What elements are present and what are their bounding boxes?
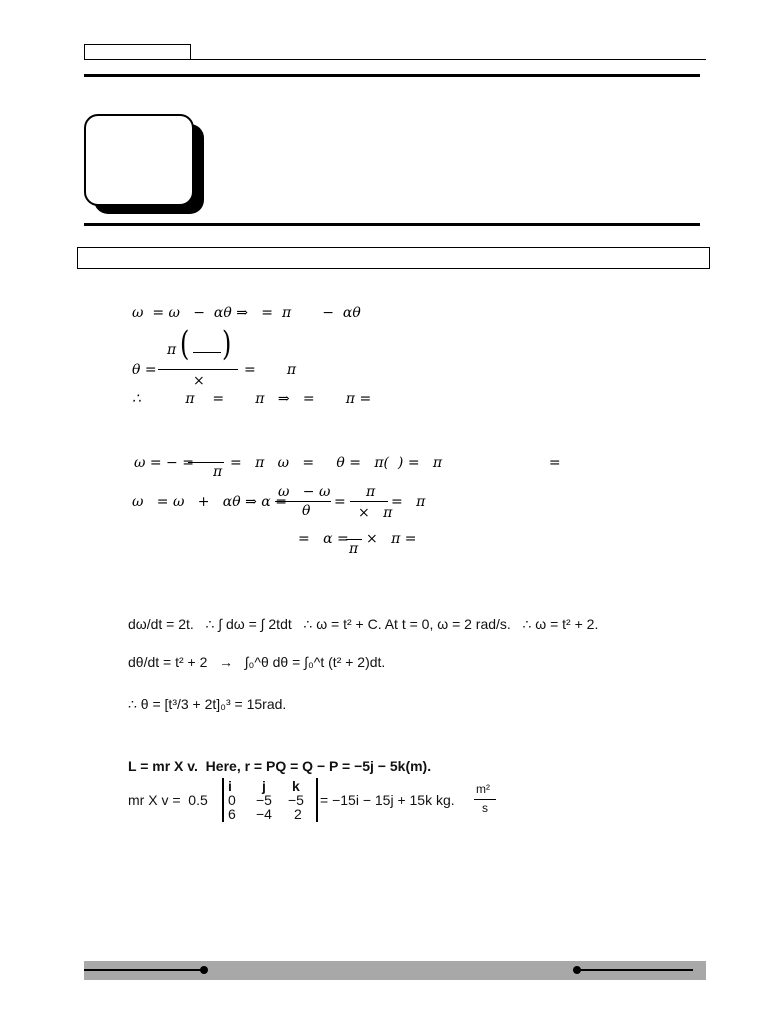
solution-3-line-1: dω/dt = 2t. ∴ ∫ dω = ∫ 2tdt ∴ ω = t² + C. At t = 0, ω = 2 rad/s. ∴ ω = t² + 2.	[128, 616, 599, 632]
solution-3-line-3: ∴ θ = [t³/3 + 2t]₀³ = 15rad.	[128, 696, 287, 712]
solution-4-line-2-rhs: = −15i − 15j + 15k kg.	[320, 792, 455, 808]
equation-1-right-paren: )	[222, 324, 232, 364]
matrix-cell: 6	[228, 806, 236, 822]
equation-2-line-1-lhs: ω = − =	[134, 455, 194, 471]
equation-2-line-1-fraction-bar	[188, 462, 224, 463]
solution-4-line-1: L = mr X v. Here, r = PQ = Q − P = −5j − 5k(m).	[128, 758, 432, 774]
matrix-cell: 2	[294, 806, 302, 822]
equation-2-line-3-rhs: × π =	[366, 531, 417, 547]
header-rule	[190, 59, 706, 60]
equation-2-line-2-den2: × π	[358, 505, 393, 521]
equation-2-line-2-mid: =	[334, 494, 346, 510]
solution-4-unit-fraction-bar	[474, 799, 496, 800]
matrix-cell: i	[228, 778, 232, 794]
matrix-cell: −4	[256, 806, 272, 822]
equation-1-denominator: ×	[193, 373, 205, 389]
chapter-rule	[84, 223, 700, 226]
solution-4-unit-den: s	[482, 801, 488, 815]
equation-2-line-3-den: π	[349, 541, 359, 557]
matrix-cell: −5	[256, 792, 272, 808]
top-rule	[84, 74, 700, 77]
equation-1-inner-fraction-bar	[193, 352, 221, 353]
equation-2-line-1-den: π	[213, 464, 223, 480]
matrix-cell: k	[292, 778, 300, 794]
matrix-cell: −5	[288, 792, 304, 808]
equation-1-left-paren: (	[180, 324, 190, 364]
equation-2-line-2-den: θ	[302, 503, 311, 519]
equation-2-line-2-fraction-bar	[275, 501, 331, 502]
equation-1-numerator: π	[167, 342, 177, 358]
matrix-cell: j	[262, 778, 266, 794]
cross-product-matrix	[222, 778, 318, 822]
matrix-cell: 0	[228, 792, 236, 808]
footer-left-dot	[200, 966, 208, 974]
footer-right-line	[577, 969, 693, 971]
equation-1-line-2-rhs: = π	[244, 362, 297, 378]
equation-2-line-2-lhs: ω = ω + αθ ⇒ α =	[132, 494, 287, 510]
equation-2-line-2-rhs: = π	[391, 494, 426, 510]
equation-2-line-2-num: ω − ω	[278, 484, 331, 500]
equation-2-line-2-num2: π	[366, 484, 376, 500]
equation-2-line-1-rhs: = π ω = θ = π( ) = π =	[230, 455, 561, 471]
header-label-box	[84, 44, 191, 60]
equation-2-line-3-fraction-bar	[346, 539, 362, 540]
solution-4-unit-num: m²	[476, 782, 490, 796]
section-title-bar	[77, 247, 710, 269]
equation-1-fraction-bar	[158, 369, 238, 370]
solution-4-line-2-lhs: mr X v = 0.5	[128, 792, 208, 808]
equation-2-line-2-fraction-bar-2	[350, 501, 388, 502]
footer-left-line	[84, 969, 204, 971]
equation-1-line-2-lhs: θ =	[132, 362, 157, 378]
equation-1-line-1: ω = ω − αθ ⇒ = π − αθ	[132, 305, 361, 321]
solution-3-line-2: dθ/dt = t² + 2 → ∫₀^θ dθ = ∫₀^t (t² + 2)dt.	[128, 654, 386, 670]
equation-2-line-3-lhs: = α =	[298, 531, 349, 547]
equation-1-line-3: ∴ π = π ⇒ = π =	[132, 391, 372, 407]
chapter-box	[84, 114, 194, 206]
